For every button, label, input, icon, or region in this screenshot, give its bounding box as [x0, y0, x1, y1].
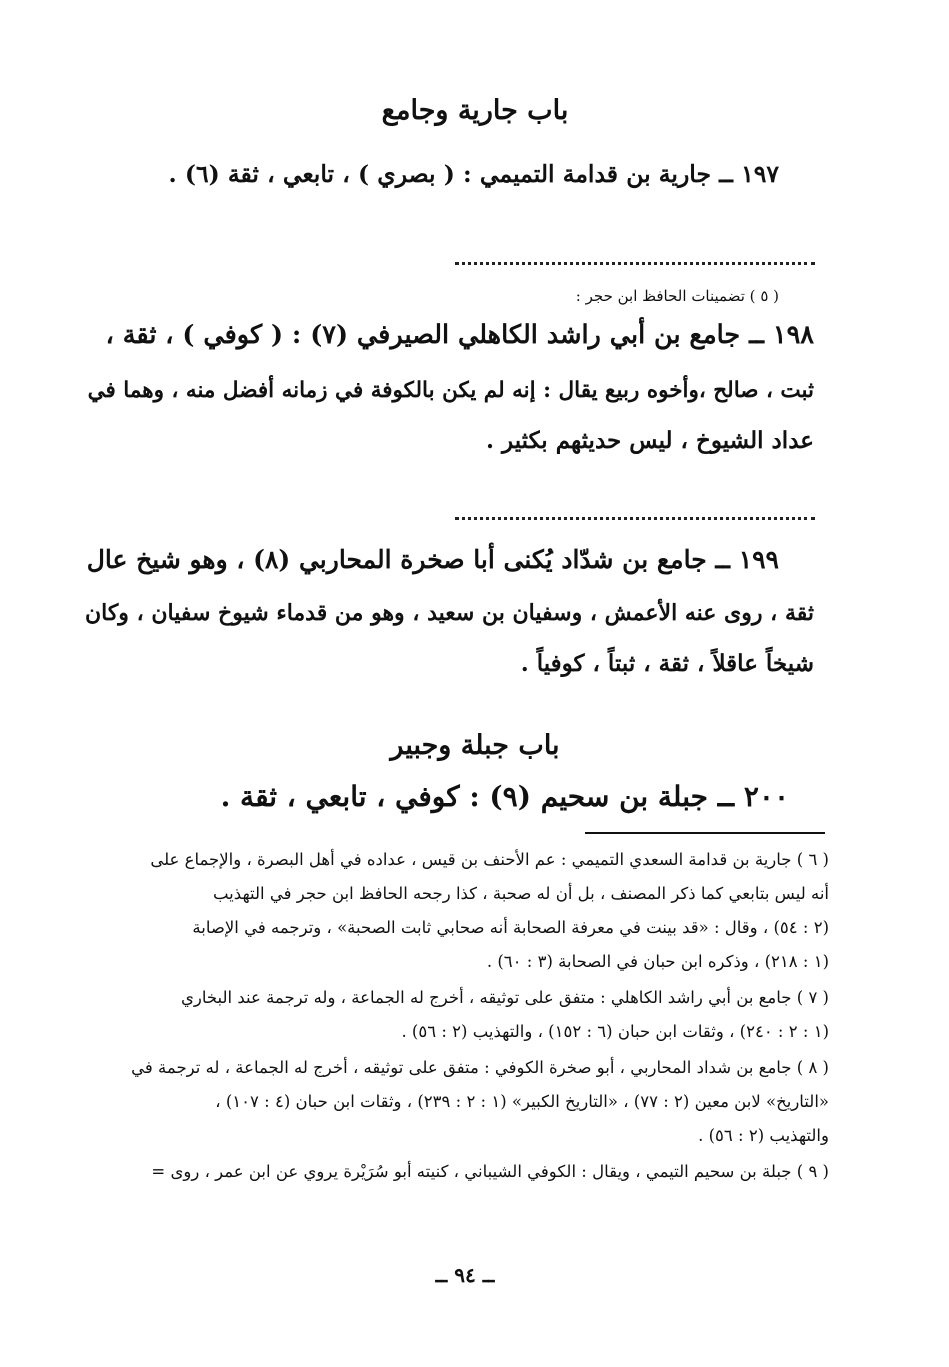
entry-198-line-1: ١٩٨ ــ جامع بن أبي راشد الكاهلي الصيرفي (٧) : ( كوفي ) ، ثقة ، — [105, 320, 814, 350]
footnote-6-line-1: ( ٦ ) جارية بن قدامة السعدي التميمي : عم الأحنف بن قيس ، عداده في أهل البصرة ، والإجماع على — [150, 850, 829, 869]
footnote-6-line-2: أنه ليس بتابعي كما ذكر المصنف ، بل أن له صحبة ، كذا رجحه الحافظ ابن حجر في التهذيب — [212, 884, 829, 903]
entry-198-line-3: عداد الشيوخ ، ليس حديثهم بكثير . — [486, 427, 814, 454]
footnote-8-line-2: «التاريخ» لابن معين (٢ : ٧٧) ، «التاريخ الكبير» (١ : ٢ : ٢٣٩) ، وثقات ابن حبان (٤ : ١٠٧) ، — [215, 1092, 829, 1111]
entry-199-line-1: ١٩٩ ــ جامع بن شدّاد يُكنى أبا صخرة المحاربي (٨) ، وهو شيخ عال — [86, 545, 779, 574]
footnote-7-line-2: (١ : ٢ : ٢٤٠) ، وثقات ابن حبان (٦ : ١٥٢) ، والتهذيب (٢ : ٥٦) . — [401, 1022, 829, 1041]
footnote-9-line-1: ( ٩ ) جبلة بن سحيم التيمي ، ويقال : الكوفي الشيباني ، كنيته أبو سُرَيْرة يروي عن ابن عمر ، روى = — [151, 1162, 829, 1181]
dotted-separator — [455, 517, 815, 520]
footnote-6-line-3: (٢ : ٥٤) ، وقال : «قد بينت في معرفة الصحابة أنه صحابي ثابت الصحبة» ، وترجمه في الإصابة — [192, 918, 829, 937]
entry-197: ١٩٧ ــ جارية بن قدامة التميمي : ( بصري ) ، تابعي ، ثقة (٦) . — [168, 160, 779, 188]
section-title-jabala-jubayr: باب جبلة وجبير — [390, 730, 560, 761]
entry-199-line-3: شيخاً عاقلاً ، ثقة ، ثبتاً ، كوفياً . — [520, 650, 814, 677]
entry-200: ٢٠٠ ــ جبلة بن سحيم (٩) : كوفي ، تابعي ، ثقة . — [220, 780, 789, 813]
dotted-separator — [455, 262, 815, 265]
section-title-jariya-jami: باب جارية وجامع — [381, 95, 569, 126]
footnote-rule — [585, 832, 825, 834]
inset-note: ( ٥ ) تضمينات الحافظ ابن حجر : — [575, 287, 779, 305]
entry-199-line-2: ثقة ، روى عنه الأعمش ، وسفيان بن سعيد ، وهو من قدماء شيوخ سفيان ، وكان — [84, 600, 814, 626]
footnote-7-line-1: ( ٧ ) جامع بن أبي راشد الكاهلي : متفق على توثيقه ، أخرج له الجماعة ، وله ترجمة عند البخاري — [180, 988, 829, 1007]
footnote-8-line-1: ( ٨ ) جامع بن شداد المحاربي ، أبو صخرة الكوفي : متفق على توثيقه ، أخرج له الجماعة ، له ترجمة في — [131, 1058, 829, 1077]
footnote-8-line-3: والتهذيب (٢ : ٥٦) . — [698, 1126, 829, 1145]
footnote-6-line-4: (١ : ٢١٨) ، وذكره ابن حبان في الصحابة (٣ : ٦٠) . — [486, 952, 829, 971]
entry-198-line-2: ثبت ، صالح ،وأخوه ربيع يقال : إنه لم يكن بالكوفة في زمانه أفضل منه ، وهما في — [87, 378, 814, 403]
page-number: ــ ٩٤ ــ — [435, 1263, 495, 1287]
